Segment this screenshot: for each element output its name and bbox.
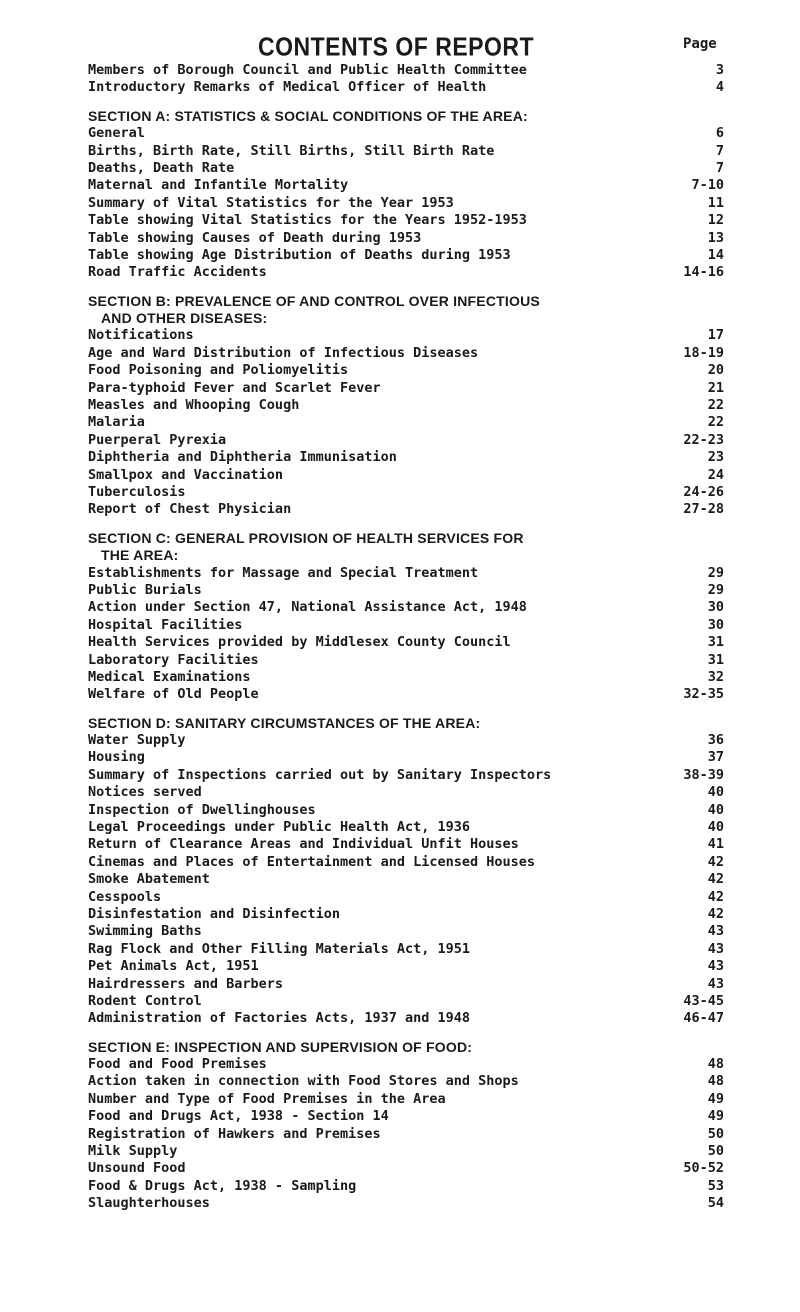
entry-title: Establishments for Massage and Special Treatment — [88, 564, 479, 581]
entry-title: Notices served — [88, 784, 202, 801]
entry-title: Health Services provided by Middlesex County Council — [88, 634, 511, 651]
entry-page-number: 14 — [707, 246, 724, 263]
contents-entry — [88, 484, 728, 501]
entry-title: Summary of Inspections carried out by Sanitary Inspectors — [88, 766, 552, 783]
contents-entry — [88, 79, 728, 96]
entry-title: Smoke Abatement — [88, 871, 210, 888]
entry-page-number: 13 — [707, 229, 724, 246]
entry-page-number: 43-45 — [683, 992, 724, 1009]
entry-title: Maternal and Infantile Mortality — [88, 177, 349, 194]
entry-page-number: 38-39 — [683, 766, 724, 783]
entry-page-number: 42 — [707, 871, 724, 888]
entry-title: Deaths, Death Rate — [88, 159, 235, 176]
entry-page-number: 42 — [707, 905, 724, 922]
entry-title: Water Supply — [88, 732, 186, 749]
entry-page-number: 18-19 — [683, 344, 724, 361]
section-heading-line: SECTION E: INSPECTION AND SUPERVISION OF FOOD: — [88, 1038, 473, 1055]
contents-entry — [88, 732, 728, 749]
contents-entry — [88, 380, 728, 397]
page-title: CONTENTS OF REPORT — [258, 32, 535, 62]
entry-title: Hairdressers and Barbers — [88, 975, 284, 992]
entry-title: Members of Borough Council and Public Health Committee — [88, 62, 527, 78]
entry-title: Welfare of Old People — [88, 686, 259, 703]
entry-page-number: 50 — [707, 1143, 724, 1160]
entry-title: Food & Drugs Act, 1938 - Sampling — [88, 1177, 357, 1194]
contents-entry — [88, 941, 728, 958]
entry-page-number: 6 — [715, 125, 724, 142]
contents-entry — [88, 247, 728, 264]
entry-page-number: 31 — [707, 634, 724, 651]
entry-title: Swimming Baths — [88, 923, 202, 940]
entry-page-number: 17 — [707, 327, 724, 344]
entry-title: Pet Animals Act, 1951 — [88, 958, 259, 975]
section-heading — [88, 108, 728, 125]
contents-entry — [88, 397, 728, 414]
contents-entry — [88, 125, 728, 142]
entry-page-number: 22 — [707, 414, 724, 431]
contents-entry — [88, 617, 728, 634]
entry-page-number: 42 — [707, 853, 724, 870]
contents-entry — [88, 345, 728, 362]
entry-page-number: 46-47 — [683, 1010, 724, 1027]
entry-title: Measles and Whooping Cough — [88, 397, 300, 414]
entry-title: Action taken in connection with Food Stores and Shops — [88, 1073, 519, 1090]
entry-page-number: 54 — [707, 1195, 724, 1212]
contents-entry — [88, 1143, 728, 1160]
entry-title: Public Burials — [88, 581, 202, 598]
contents-entry — [88, 836, 728, 853]
entry-page-number: 41 — [707, 836, 724, 853]
entry-title: Slaughterhouses — [88, 1195, 210, 1212]
entry-page-number: 49 — [707, 1108, 724, 1125]
entry-page-number: 50 — [707, 1125, 724, 1142]
entry-title: Number and Type of Food Premises in the Area — [88, 1090, 446, 1107]
entry-title: Return of Clearance Areas and Individual Unfit Houses — [88, 836, 519, 853]
entry-page-number: 24-26 — [683, 483, 724, 500]
contents-entry — [88, 264, 728, 281]
section-heading-line: AND OTHER DISEASES: — [101, 310, 268, 327]
contents-entry — [88, 414, 728, 431]
section-heading — [88, 293, 728, 328]
entry-page-number: 20 — [707, 362, 724, 379]
contents-entry — [88, 871, 728, 888]
entry-page-number: 32-35 — [683, 686, 724, 703]
entry-page-number: 49 — [707, 1090, 724, 1107]
contents-entry — [88, 362, 728, 379]
contents-entry — [88, 819, 728, 836]
entry-title: Legal Proceedings under Public Health Act, 1936 — [88, 819, 471, 836]
entry-page-number: 40 — [707, 784, 724, 801]
entry-page-number: 37 — [707, 749, 724, 766]
entry-title: Disinfestation and Disinfection — [88, 905, 340, 922]
contents-entry — [88, 565, 728, 582]
entry-page-number: 7 — [715, 159, 724, 176]
entry-page-number: 53 — [707, 1177, 724, 1194]
contents-entry — [88, 62, 728, 79]
contents-entry — [88, 1108, 728, 1125]
entry-title: Registration of Hawkers and Premises — [88, 1125, 381, 1142]
contents-entry — [88, 767, 728, 784]
entry-title: Medical Examinations — [88, 668, 251, 685]
section-heading-line: SECTION A: STATISTICS & SOCIAL CONDITIONS OF THE AREA: — [88, 107, 528, 124]
contents-entry — [88, 889, 728, 906]
entry-page-number: 43 — [707, 940, 724, 957]
contents-entry — [88, 327, 728, 344]
entry-title: Rodent Control — [88, 992, 202, 1009]
contents-entry — [88, 177, 728, 194]
contents-entry — [88, 906, 728, 923]
contents-entry — [88, 599, 728, 616]
entry-title: Report of Chest Physician — [88, 501, 292, 518]
contents-entry — [88, 749, 728, 766]
page-column-header: Page — [683, 36, 717, 52]
entry-page-number: 50-52 — [683, 1160, 724, 1177]
entry-page-number: 27-28 — [683, 501, 724, 518]
entry-title: Hospital Facilities — [88, 616, 243, 633]
entry-page-number: 31 — [707, 651, 724, 668]
contents-entry — [88, 1195, 728, 1212]
contents-entry — [88, 230, 728, 247]
contents-entry — [88, 686, 728, 703]
entry-page-number: 24 — [707, 466, 724, 483]
entry-title: General — [88, 125, 145, 142]
contents-entry — [88, 993, 728, 1010]
entry-page-number: 43 — [707, 958, 724, 975]
contents-entry — [88, 212, 728, 229]
section-heading-line: SECTION D: SANITARY CIRCUMSTANCES OF THE AREA: — [88, 714, 481, 731]
entry-title: Table showing Causes of Death during 1953 — [88, 229, 422, 246]
contents-entry — [88, 467, 728, 484]
entry-page-number: 23 — [707, 449, 724, 466]
contents-entry — [88, 1010, 728, 1027]
entry-page-number: 36 — [707, 732, 724, 749]
entry-page-number: 40 — [707, 819, 724, 836]
contents-entry — [88, 976, 728, 993]
entry-title: Food Poisoning and Poliomyelitis — [88, 362, 349, 379]
entry-page-number: 14-16 — [683, 264, 724, 281]
entry-page-number: 22-23 — [683, 431, 724, 448]
entry-page-number: 7 — [715, 142, 724, 159]
entry-page-number: 7-10 — [691, 177, 724, 194]
entry-page-number: 30 — [707, 599, 724, 616]
contents-entry — [88, 634, 728, 651]
section-heading — [88, 1039, 728, 1056]
entry-title: Action under Section 47, National Assistance Act, 1948 — [88, 599, 527, 616]
entry-page-number: 22 — [707, 397, 724, 414]
contents-entry — [88, 802, 728, 819]
entry-page-number: 48 — [707, 1073, 724, 1090]
entry-title: Cinemas and Places of Entertainment and Licensed Houses — [88, 853, 536, 870]
entry-title: Smallpox and Vaccination — [88, 466, 284, 483]
entry-page-number: 40 — [707, 801, 724, 818]
entry-title: Food and Drugs Act, 1938 - Section 14 — [88, 1108, 389, 1125]
entry-title: Housing — [88, 749, 145, 766]
entry-page-number: 29 — [707, 581, 724, 598]
section-heading-line: SECTION C: GENERAL PROVISION OF HEALTH SERVICES FOR — [88, 529, 524, 546]
entry-page-number: 21 — [707, 379, 724, 396]
entry-page-number: 4 — [715, 79, 724, 96]
entry-title: Births, Birth Rate, Still Births, Still Birth Rate — [88, 142, 495, 159]
section-heading — [88, 715, 728, 732]
contents-entry — [88, 501, 728, 518]
section-heading — [88, 530, 728, 565]
entry-title: Summary of Vital Statistics for the Year 1953 — [88, 194, 454, 211]
entry-title: Table showing Vital Statistics for the Years 1952-1953 — [88, 212, 527, 229]
contents-entry — [88, 923, 728, 940]
contents-entry — [88, 582, 728, 599]
entry-page-number: 30 — [707, 616, 724, 633]
section-heading-line: SECTION B: PREVALENCE OF AND CONTROL OVER INFECTIOUS — [88, 292, 540, 309]
contents-entry — [88, 143, 728, 160]
contents-entry — [88, 854, 728, 871]
entry-title: Diphtheria and Diphtheria Immunisation — [88, 449, 397, 466]
contents-entry — [88, 432, 728, 449]
entry-title: Tuberculosis — [88, 483, 186, 500]
entry-page-number: 32 — [707, 668, 724, 685]
entry-title: Age and Ward Distribution of Infectious Diseases — [88, 344, 479, 361]
entry-title: Road Traffic Accidents — [88, 264, 267, 281]
contents-entry — [88, 1073, 728, 1090]
entry-page-number: 29 — [707, 564, 724, 581]
entry-title: Para-typhoid Fever and Scarlet Fever — [88, 379, 381, 396]
entry-page-number: 43 — [707, 975, 724, 992]
contents-entry — [88, 958, 728, 975]
entry-page-number: 11 — [707, 194, 724, 211]
entry-title: Rag Flock and Other Filling Materials Act, 1951 — [88, 940, 471, 957]
contents-entry — [88, 449, 728, 466]
contents-entry — [88, 784, 728, 801]
entry-title: Food and Food Premises — [88, 1056, 267, 1073]
contents-entry — [88, 652, 728, 669]
contents-entry — [88, 195, 728, 212]
entry-page-number: 48 — [707, 1056, 724, 1073]
entry-page-number: 12 — [707, 212, 724, 229]
entry-title: Introductory Remarks of Medical Officer of Health — [88, 79, 487, 96]
entry-page-number: 42 — [707, 888, 724, 905]
contents-list — [88, 62, 728, 1213]
entry-title: Cesspools — [88, 888, 162, 905]
contents-entry — [88, 1091, 728, 1108]
contents-entry — [88, 1126, 728, 1143]
entry-title: Inspection of Dwellinghouses — [88, 801, 316, 818]
entry-title: Administration of Factories Acts, 1937 and 1948 — [88, 1010, 471, 1027]
entry-title: Unsound Food — [88, 1160, 186, 1177]
entry-title: Table showing Age Distribution of Deaths during 1953 — [88, 246, 511, 263]
contents-entry — [88, 669, 728, 686]
contents-entry — [88, 160, 728, 177]
entry-title: Puerperal Pyrexia — [88, 431, 227, 448]
section-heading-line: THE AREA: — [101, 547, 179, 564]
entry-title: Malaria — [88, 414, 145, 431]
entry-title: Laboratory Facilities — [88, 651, 259, 668]
entry-page-number: 43 — [707, 923, 724, 940]
contents-entry — [88, 1056, 728, 1073]
entry-title: Notifications — [88, 327, 194, 344]
contents-entry — [88, 1178, 728, 1195]
entry-title: Milk Supply — [88, 1143, 178, 1160]
contents-entry — [88, 1160, 728, 1177]
entry-page-number: 3 — [715, 62, 724, 78]
